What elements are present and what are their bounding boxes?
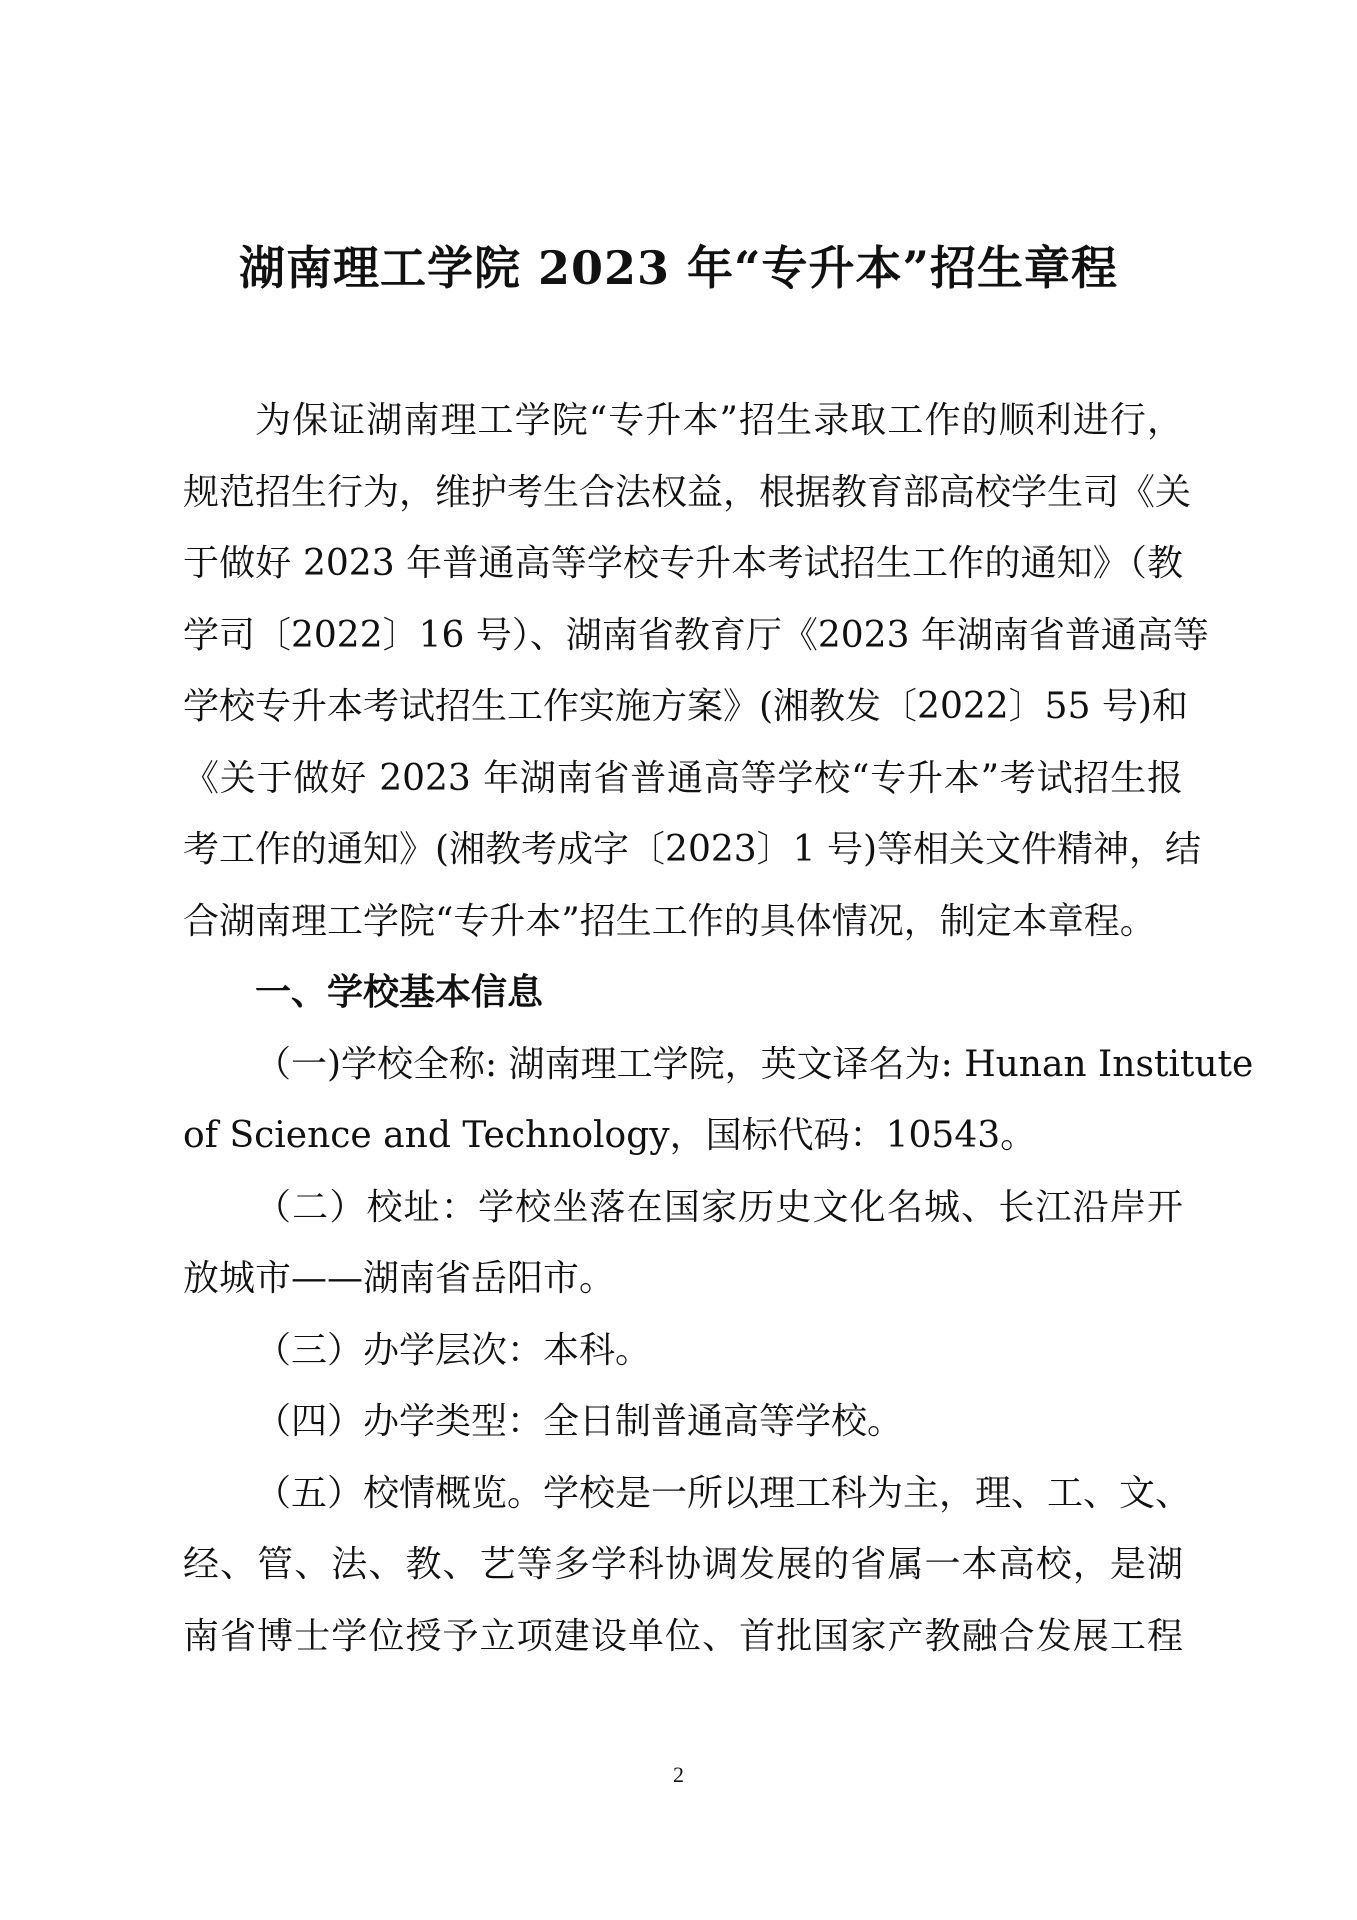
text-line: 合湖南理工学院“专升本”招生工作的具体情况，制定本章程。 [183,900,1156,942]
text-line: 为保证湖南理工学院“专升本”招生录取工作的顺利进行， [255,400,1183,441]
item-school-name [183,1029,1254,1172]
item-overview [183,1458,1192,1673]
item-education-level: （三）办学层次：本科。 [255,1329,652,1371]
text-line: 学司〔2022〕16 号）、湖南省教育厅《2023 年湖南省普通高等 [183,614,1209,656]
text-line: 经、管、法、教、艺等多学科协调发展的省属一本高校，是湖 [183,1544,1183,1585]
text-line: （五）校情概览。学校是一所以理工科为主，理、工、文、 [255,1472,1192,1514]
item-school-type: （四）办学类型：全日制普通高等学校。 [255,1401,904,1442]
document-title: 湖南理工学院 2023 年“专升本”招生章程 [239,241,1118,295]
text-line: 规范招生行为，维护考生合法权益，根据教育部高校学生司《关 [183,471,1192,513]
text-line: 学校专升本考试招生工作实施方案》(湘教发〔2022〕55 号)和 [183,686,1188,727]
text-line: of Science and Technology，国标代码：10543。 [183,1115,1037,1156]
section-heading: 一、学校基本信息 [255,972,544,1013]
text-line: 《关于做好 2023 年湖南省普通高等学校“专升本”考试招生报 [183,757,1183,799]
item-address [183,1172,1183,1315]
text-line: （一)学校全称: 湖南理工学院，英文译名为: Hunan Institute [255,1043,1254,1085]
text-line: 南省博士学位授予立项建设单位、首批国家产教融合发展工程 [183,1615,1183,1657]
page-number: 2 [673,1762,684,1787]
text-line: 放城市——湖南省岳阳市。 [183,1258,616,1299]
text-line: （二）校址：学校坐落在国家历史文化名城、长江沿岸开 [255,1186,1183,1228]
intro-paragraph [183,385,1209,957]
text-line: 考工作的通知》(湘教考成字〔2023〕1 号)等相关文件精神，结 [183,829,1202,870]
document-body [183,385,1254,1672]
text-line: 于做好 2023 年普通高等学校专升本考试招生工作的通知》（教 [183,543,1183,584]
